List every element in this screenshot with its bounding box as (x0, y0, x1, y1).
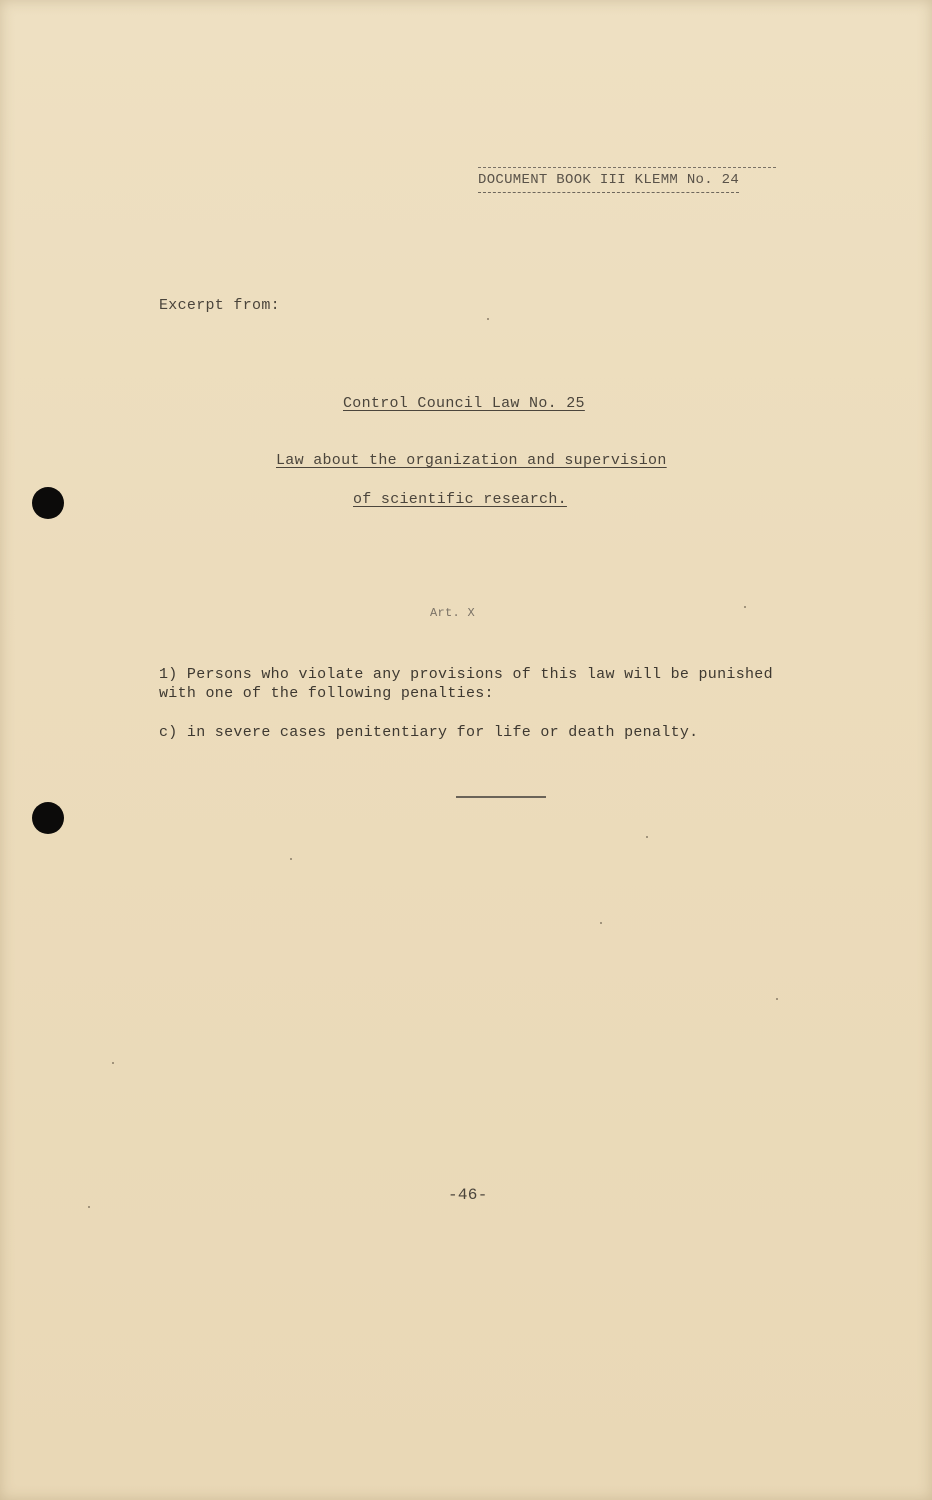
paper-speck (88, 1206, 90, 1208)
paper-speck (744, 606, 746, 608)
page-number: -46- (448, 1186, 488, 1204)
law-subtitle-line-2: of scientific research. (353, 491, 567, 508)
paper-speck (600, 922, 602, 924)
end-of-excerpt-rule (456, 796, 546, 798)
header-top-rule (478, 167, 776, 168)
paper-speck (776, 998, 778, 1000)
punch-hole-lower (32, 802, 64, 834)
paragraph-1 (159, 665, 773, 703)
paragraph-1-line-1: 1) Persons who violate any provisions of this law will be punished (159, 666, 773, 683)
paper-speck (646, 836, 648, 838)
paragraph-1-line-2: with one of the following penalties: (159, 685, 494, 702)
article-label: Art. X (430, 606, 476, 620)
punch-hole-upper (32, 487, 64, 519)
paragraph-2: c) in severe cases penitentiary for life or death penalty. (159, 724, 699, 741)
document-book-reference: DOCUMENT BOOK III KLEMM No. 24 (478, 172, 739, 193)
paper-speck (112, 1062, 114, 1064)
excerpt-intro: Excerpt from: (159, 297, 280, 314)
law-subtitle-line-1: Law about the organization and supervision (276, 452, 667, 469)
paper-speck (487, 318, 489, 320)
law-title: Control Council Law No. 25 (343, 395, 585, 412)
paper-speck (290, 858, 292, 860)
